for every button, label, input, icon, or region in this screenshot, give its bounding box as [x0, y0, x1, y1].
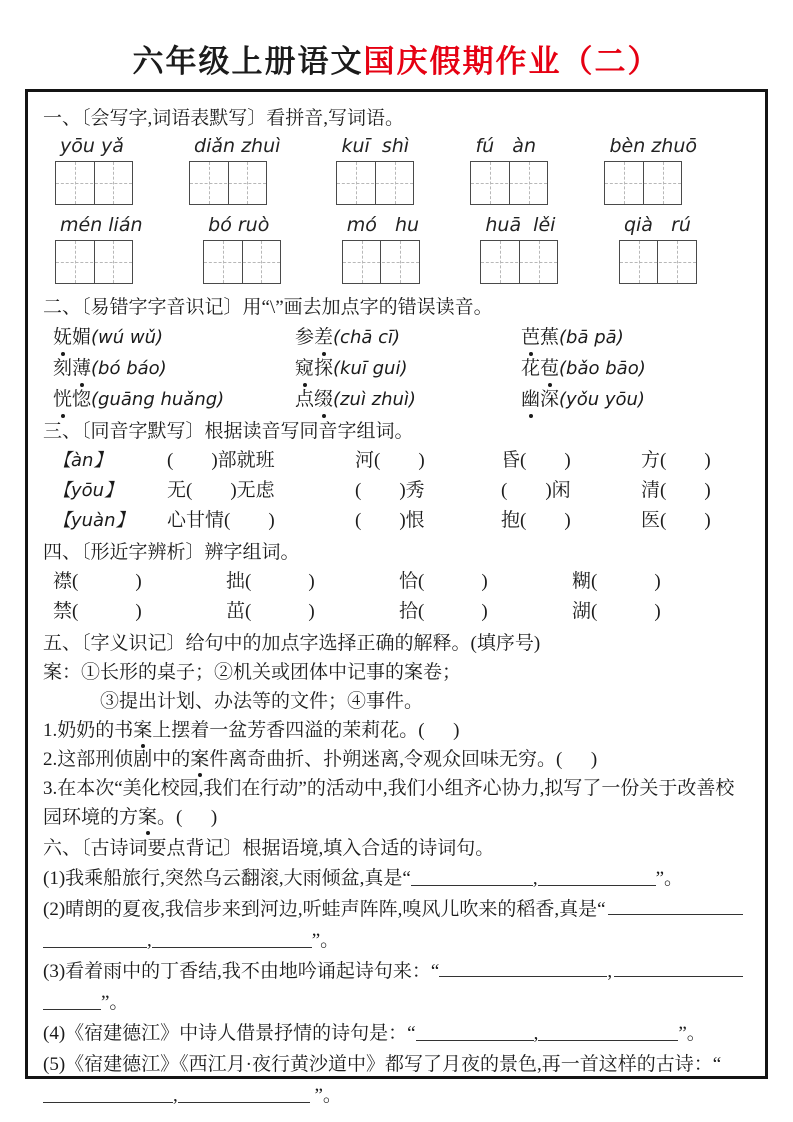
- dotted-char: 差: [314, 322, 333, 353]
- page-title: [0, 0, 793, 81]
- answer-blank[interactable]: [538, 1025, 678, 1041]
- poem-line-3a: (3)看着雨中的丁香结,我不由地吟诵起诗句来：“ ,: [43, 956, 745, 987]
- fill-word[interactable]: 襟( ): [53, 571, 142, 592]
- fill-word[interactable]: 茁( ): [226, 601, 315, 622]
- pinyin-label: fú àn: [475, 135, 536, 157]
- pinyin-choices: (guāng huǎng): [91, 389, 225, 410]
- homophone-row: [43, 446, 745, 476]
- sentence-3: 3.在本次“美化校园,我们在行动”的活动中,我们小组齐心协力,拟写了一份关于改善校园环境的方案。( ): [43, 774, 745, 832]
- pinyin-label: diǎn zhuì: [194, 135, 281, 157]
- answer-blank[interactable]: [608, 899, 743, 915]
- section2-items: [43, 322, 745, 415]
- dotted-char: 案: [190, 745, 209, 774]
- dotted-char: 案: [138, 803, 157, 832]
- word-group: [342, 213, 420, 284]
- writing-grid[interactable]: [189, 161, 267, 205]
- answer-blank[interactable]: [614, 961, 743, 977]
- writing-grid[interactable]: [480, 240, 558, 284]
- fill-word[interactable]: 拙( ): [226, 571, 315, 592]
- section1-heading: 一、〔会写字,词语表默写〕看拼音,写词语。: [43, 108, 405, 129]
- fill-word[interactable]: 昏( ): [501, 450, 571, 471]
- pronunciation-item: 参差(chā cī): [295, 322, 521, 353]
- sentence-2: 2.这部刑侦剧中的案件离奇曲折、扑朔迷离,令观众回味无穷。( ): [43, 745, 745, 774]
- answer-blank[interactable]: [538, 870, 656, 886]
- pinyin-label: qià rú: [623, 214, 691, 236]
- definition-line-1: 案：①长形的桌子；②机关或团体中记事的案卷；: [43, 662, 462, 683]
- answer-paren[interactable]: ( ): [418, 720, 460, 741]
- section4-heading: 四、〔形近字辨析〕辨字组词。: [43, 542, 300, 563]
- word-group: [189, 134, 280, 205]
- pinyin-choices: (chā cī): [333, 327, 401, 348]
- dotted-char: 缀: [314, 384, 333, 415]
- word-group: [619, 213, 697, 284]
- dotted-char: 苞: [540, 353, 559, 384]
- pinyin-choices: (bǎo bāo): [559, 358, 646, 379]
- fill-word[interactable]: 禁( ): [53, 601, 142, 622]
- title-holiday-part: 国庆假期作业（二）: [363, 44, 661, 79]
- answer-blank[interactable]: [439, 961, 607, 977]
- dotted-char: 薄: [72, 353, 91, 384]
- answer-blank[interactable]: [411, 870, 533, 886]
- writing-grid[interactable]: [342, 240, 420, 284]
- poem-line-2a: (2)晴朗的夏夜,我信步来到河边,听蛙声阵阵,嗅风儿吹来的稻香,真是“: [43, 894, 745, 925]
- writing-grid[interactable]: [55, 240, 133, 284]
- dotted-char: 窥: [295, 353, 314, 384]
- poem-line-5: (5)《宿建德江》《西江月·夜行黄沙道中》都写了月夜的景色,再一首这样的古诗：“, ”。: [43, 1054, 722, 1106]
- homophone-row: [43, 476, 745, 506]
- word-group: [55, 213, 143, 284]
- answer-blank[interactable]: [43, 1087, 173, 1103]
- answer-blank[interactable]: [43, 932, 147, 948]
- content-box: [25, 89, 768, 1106]
- poem-line-2b: , ”。: [43, 925, 745, 956]
- pinyin-label: bó ruò: [208, 214, 270, 236]
- writing-grid[interactable]: [203, 240, 281, 284]
- dotted-char: 案: [133, 716, 152, 745]
- pinyin-row-1: [43, 133, 745, 212]
- poem-line-1: (1)我乘船旅行,突然乌云翻滚,大雨倾盆,真是“ , ”。: [43, 868, 684, 889]
- fill-word[interactable]: 医( ): [641, 510, 711, 531]
- pinyin-choices: (yǒu yōu): [559, 389, 645, 410]
- pinyin-key: 【yōu】: [53, 480, 123, 501]
- pinyin-label: kuī shì: [341, 135, 410, 157]
- pinyin-choices: (bā pā): [559, 327, 624, 348]
- pinyin-choices: (zuì zhuì): [333, 389, 416, 410]
- pronunciation-item: 刻薄(bó báo): [53, 353, 295, 384]
- fill-word[interactable]: ( )秀: [355, 480, 425, 501]
- pinyin-row-2: [43, 212, 745, 291]
- section6-heading: 六、〔古诗词要点背记〕根据语境,填入合适的诗词句。: [43, 838, 495, 859]
- fill-word[interactable]: ( )恨: [355, 510, 425, 531]
- pronunciation-item: 妩媚(wú wǔ): [53, 322, 295, 353]
- pinyin-choices: (kuī gui): [333, 358, 408, 379]
- sentence-1: 1.奶奶的书案上摆着一盆芳香四溢的茉莉花。( ): [43, 716, 745, 745]
- fill-word[interactable]: 无( )无虑: [167, 480, 275, 501]
- dotted-char: 幽: [521, 384, 540, 415]
- fill-word[interactable]: 清( ): [641, 480, 711, 501]
- writing-grid[interactable]: [604, 161, 682, 205]
- word-form-row: [43, 597, 745, 627]
- dotted-char: 恍: [53, 384, 72, 415]
- pinyin-label: mó hu: [346, 214, 420, 236]
- word-group: [604, 134, 697, 205]
- fill-word[interactable]: 心甘情( ): [167, 510, 275, 531]
- fill-word[interactable]: 方( ): [641, 450, 711, 471]
- pronunciation-item: 花苞(bǎo bāo): [521, 353, 745, 384]
- pinyin-choices: (bó báo): [91, 358, 167, 379]
- fill-word[interactable]: 拾( ): [399, 601, 488, 622]
- writing-grid[interactable]: [470, 161, 548, 205]
- answer-paren[interactable]: ( ): [176, 807, 218, 828]
- pronunciation-item: 幽深(yǒu yōu): [521, 384, 745, 415]
- fill-word[interactable]: ( )闲: [501, 480, 571, 501]
- answer-blank[interactable]: [178, 1087, 310, 1103]
- dotted-char: 芭: [521, 322, 540, 353]
- fill-word[interactable]: ( )部就班: [167, 450, 275, 471]
- section3-heading: 三、〔同音字默写〕根据读音写同音字组词。: [43, 421, 414, 442]
- pinyin-label: huā lěi: [485, 214, 556, 236]
- pinyin-key: 【yuàn】: [53, 510, 134, 531]
- pronunciation-item: 点缀(zuì zhuì): [295, 384, 521, 415]
- pinyin-label: yōu yǎ: [60, 135, 124, 157]
- answer-blank[interactable]: [152, 932, 312, 948]
- pinyin-key: 【àn】: [53, 450, 112, 471]
- section2-heading: 二、〔易错字字音识记〕用“\”画去加点字的错误读音。: [43, 297, 493, 318]
- writing-grid[interactable]: [336, 161, 414, 205]
- pinyin-label: bèn zhuō: [609, 135, 697, 157]
- answer-paren[interactable]: ( ): [556, 749, 598, 770]
- pronunciation-item: 芭蕉(bā pā): [521, 322, 745, 353]
- poem-line-4: (4)《宿建德江》中诗人借景抒情的诗句是：“ , ”。: [43, 1023, 706, 1044]
- word-group: [55, 134, 133, 205]
- definition-line-2: ③提出计划、办法等的文件；④事件。: [100, 691, 424, 712]
- word-group: [480, 213, 558, 284]
- pinyin-choices: (wú wǔ): [91, 327, 164, 348]
- writing-grid[interactable]: [55, 161, 133, 205]
- dotted-char: 妩: [53, 322, 72, 353]
- word-group: [336, 134, 414, 205]
- title-grade-part: 六年级上册语文: [132, 44, 364, 79]
- fill-word[interactable]: 抱( ): [501, 510, 571, 531]
- word-group: [470, 134, 548, 205]
- fill-word[interactable]: 湖( ): [572, 601, 661, 622]
- answer-blank[interactable]: [43, 994, 101, 1010]
- poem-line-3b: ”。: [43, 987, 745, 1018]
- homophone-row: [43, 506, 745, 536]
- writing-grid[interactable]: [619, 240, 697, 284]
- answer-blank[interactable]: [416, 1025, 534, 1041]
- word-group: [203, 213, 281, 284]
- fill-word[interactable]: 糊( ): [572, 571, 661, 592]
- section5-heading: 五、〔字义识记〕给句中的加点字选择正确的解释。(填序号): [43, 633, 541, 654]
- fill-word[interactable]: 恰( ): [399, 571, 488, 592]
- pinyin-label: mén lián: [60, 214, 143, 236]
- pronunciation-item: 恍惚(guāng huǎng): [53, 384, 295, 415]
- pronunciation-item: 窥探(kuī gui): [295, 353, 521, 384]
- word-form-row: [43, 567, 745, 597]
- fill-word[interactable]: 河( ): [355, 450, 425, 471]
